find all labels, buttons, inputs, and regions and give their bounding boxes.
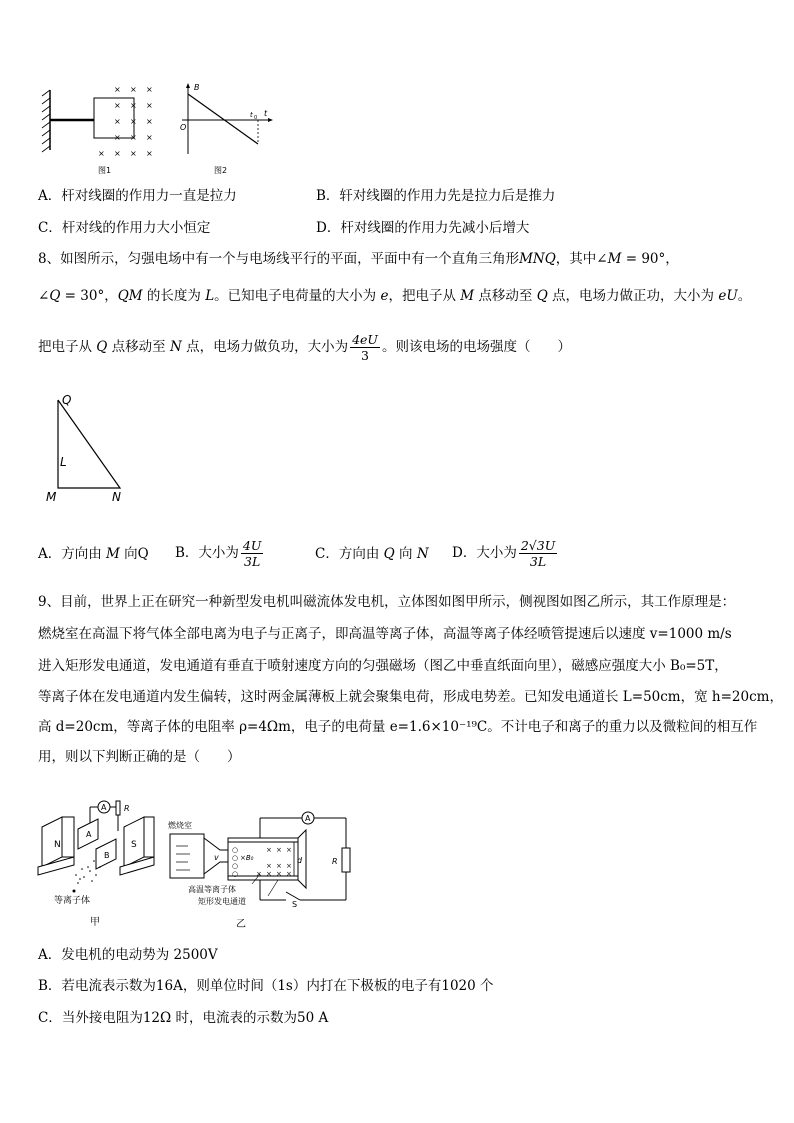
q9-yi-d: d [297, 856, 303, 865]
q9-yi-b0: ×B₀ [240, 854, 254, 862]
svg-text:×: × [146, 101, 153, 110]
q7-fig2-axis-t: t [264, 109, 268, 118]
q9-jia-caption: 甲 [90, 917, 100, 928]
q9-stem-line-3: 进入矩形发电通道，发电通道有垂直于喷射速度方向的匀强磁场（图乙中垂直纸面向里），磁感应强度大小 B₀=5T， [38, 658, 728, 674]
q7-fig2-origin: O [180, 123, 187, 132]
svg-text:×: × [286, 846, 292, 854]
q8-stem-line-2: ∠Q = 30°，QM 的长度为 L。已知电子电荷量的大小为 e，把电子从 M 点移动至 Q 点，电场力做正功，大小为 eU。 [38, 288, 752, 304]
svg-text:×: × [114, 133, 121, 142]
q8-option-c[interactable]: C．方向由 Q 向 N [315, 546, 429, 562]
q9-stem-line-5: 高 d=20cm，等离子体的电阻率 ρ=4Ωm，电子的电荷量 e=1.6×10⁻¹⁹C。不计电子和离子的重力以及微粒间的相互作 [38, 719, 758, 735]
q9-figure-jia [34, 795, 164, 930]
svg-text:×: × [98, 149, 105, 158]
q7-fig2-t0: t [250, 111, 253, 119]
q9-yi-label-channel: 矩形发电通道 [198, 897, 246, 906]
q8-triangle-figure [40, 388, 140, 504]
q9-jia-plate-b: B [104, 851, 110, 860]
svg-text:×: × [114, 101, 121, 110]
q9-yi-resistor: R [332, 857, 338, 866]
svg-text:×: × [114, 85, 121, 94]
q9-jia-resistor: R [124, 804, 130, 813]
svg-text:×: × [130, 117, 137, 126]
q8-label-m: M [46, 490, 57, 504]
q9-option-b[interactable]: B．若电流表示数为16A，则单位时间（1s）内打在下极板的电子有1020 个 [38, 978, 494, 994]
q9-jia-plasma-label: 等离子体 [54, 896, 91, 906]
svg-text:×: × [146, 85, 153, 94]
q8-label-l: L [60, 455, 67, 469]
q7-figure-2 [178, 80, 278, 180]
svg-text:×: × [256, 870, 262, 878]
q9-jia-plate-a: A [86, 830, 92, 839]
svg-text:×: × [286, 870, 292, 878]
q8-label-q: Q [62, 393, 72, 407]
q9-jia-ammeter: A [101, 803, 107, 812]
q9-yi-switch: S [292, 900, 298, 909]
svg-text:×: × [130, 101, 137, 110]
svg-text:×: × [276, 862, 282, 870]
svg-text:○: ○ [232, 846, 239, 854]
svg-text:○: ○ [232, 870, 239, 878]
q9-jia-n-pole: N [54, 840, 61, 850]
q9-figure-yi [168, 808, 358, 933]
q7-fig1-caption: 图1 [98, 166, 112, 175]
svg-text:○: ○ [232, 854, 239, 862]
q9-jia-s-pole: S [131, 840, 137, 850]
q7-option-a[interactable]: A．杆对线圈的作用力一直是拉力 [38, 188, 237, 204]
svg-text:×: × [114, 117, 121, 126]
q7-option-b[interactable]: B．轩对线圈的作用力先是拉力后是推力 [316, 188, 556, 204]
svg-text:×: × [286, 862, 292, 870]
q8-option-b[interactable]: B．大小为 $\frac{4U}{3L}$ [175, 538, 262, 569]
q7-option-c[interactable]: C．杆对线的作用力大小恒定 [38, 220, 211, 236]
svg-text:×: × [130, 85, 137, 94]
q7-fig2-t0-sub: 0 [254, 115, 258, 121]
q8-option-d[interactable]: D．大小为 $\frac{2√3U}{3L}$ [452, 538, 556, 569]
svg-text:×: × [266, 870, 272, 878]
q8-stem-line-3: 把电子从 Q 点移动至 N 点，电场力做负功，大小为 $\frac{4eU}{3}$ 。则该电场的电场强度（ ） [38, 332, 571, 363]
svg-text:×: × [266, 862, 272, 870]
svg-text:×: × [146, 133, 153, 142]
svg-text:×: × [276, 870, 282, 878]
q8-stem-line-1: 8、如图所示，匀强电场中有一个与电场线平行的平面，平面中有一个直角三角形MNQ，其中∠M = 90°， [38, 251, 679, 267]
q8-option-a[interactable]: A．方向由 M 向Q [38, 546, 149, 562]
q9-stem-line-2: 燃烧室在高温下将气体全部电离为电子与正离子，即高温等离子体，高温等离子体经喷管提速后以速度 v=1000 m/s [38, 626, 732, 642]
svg-text:×: × [114, 149, 121, 158]
q9-stem-line-4: 等离子体在发电通道内发生偏转，这时两金属薄板上就会聚集电荷，形成电势差。已知发电通道长 L=50cm，宽 h=20cm， [38, 689, 783, 705]
svg-text:×: × [146, 149, 153, 158]
q9-option-a[interactable]: A．发电机的电动势为 2500V [38, 947, 218, 963]
svg-text:×: × [276, 846, 282, 854]
q9-yi-ammeter: A [305, 814, 311, 823]
svg-text:×: × [146, 117, 153, 126]
q9-stem-line-6: 用，则以下判断正确的是（ ） [38, 749, 241, 765]
q8-label-n: N [112, 490, 121, 504]
svg-text:×: × [266, 846, 272, 854]
q9-yi-velocity: v [214, 853, 219, 862]
q9-yi-caption: 乙 [236, 919, 246, 930]
q9-stem-line-1: 9、目前，世界上正在研究一种新型发电机叫磁流体发电机，立体图如图甲所示，侧视图如图乙所示，其工作原理是： [38, 594, 736, 610]
q7-fig2-axis-b: B [194, 83, 200, 92]
q8-work-fraction: $\frac{4eU}{3}$ [352, 332, 378, 363]
svg-text:○: ○ [232, 862, 239, 870]
q9-yi-chamber-label: 燃烧室 [168, 821, 192, 830]
q7-figure-1 [40, 80, 160, 180]
svg-text:×: × [130, 149, 137, 158]
q7-fig2-caption: 图2 [214, 166, 228, 175]
svg-text:×: × [130, 133, 137, 142]
q7-option-d[interactable]: D．杆对线圈的作用力先减小后增大 [316, 220, 530, 236]
q9-option-c[interactable]: C．当外接电阻为12Ω 时，电流表的示数为50 A [38, 1010, 329, 1026]
q9-yi-label-plasma: 高温等离子体 [188, 885, 236, 894]
